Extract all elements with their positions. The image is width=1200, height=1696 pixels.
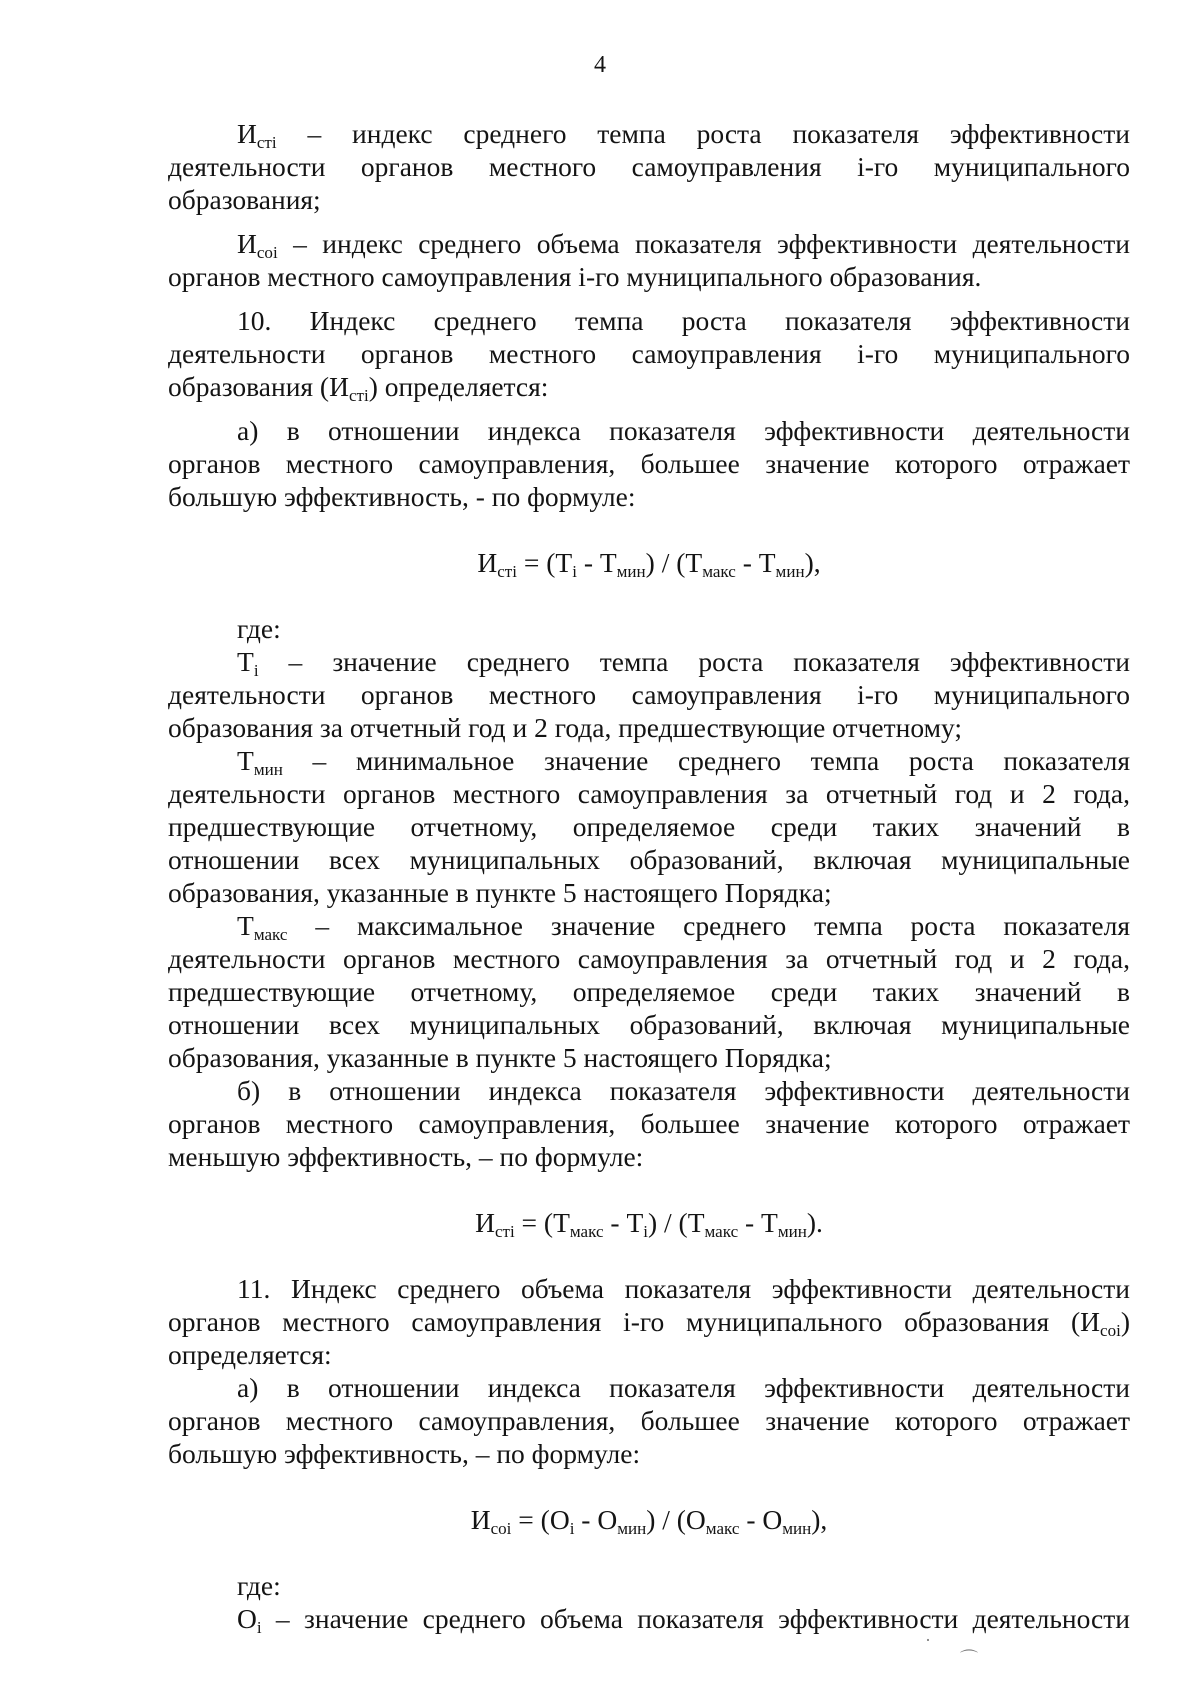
text-line: образования, указанные в пункте 5 настоящего Порядка; bbox=[168, 1042, 832, 1073]
text-line: предшествующие отчетному, определяемое среди таких значений в bbox=[168, 976, 1130, 1007]
document-body bbox=[168, 117, 1130, 1635]
text-line: образования за отчетный год и 2 года, предшествующие отчетному; bbox=[168, 712, 962, 743]
text-line: где: bbox=[237, 1570, 281, 1601]
text-line: б) в отношении индекса показателя эффективности деятельности bbox=[237, 1075, 1130, 1106]
text-line: $И_{сті}$ – индекс среднего темпа роста показателя эффективности bbox=[237, 118, 1130, 152]
text-line: органов местного самоуправления, большее значение которого отражает bbox=[168, 448, 1130, 479]
text-line: определяется: bbox=[168, 1339, 332, 1370]
text-line: отношении всех муниципальных образований, включая муниципальные bbox=[168, 1009, 1130, 1040]
formula-2: $И_{сті} = (Т_{макс} - Т_і) / (Т_{макс} - Т_{мин})$. bbox=[475, 1207, 823, 1241]
text-line: образования $(И_{сті})$ определяется: bbox=[168, 371, 549, 405]
text-line: органов местного самоуправления і-го муниципального образования $(И_{соі})$ bbox=[168, 1306, 1130, 1340]
text-line: а) в отношении индекса показателя эффективности деятельности bbox=[237, 1372, 1130, 1403]
text-line: деятельности органов местного самоуправления і-го муниципального bbox=[168, 679, 1130, 710]
text-line: деятельности органов местного самоуправления і-го муниципального bbox=[168, 338, 1130, 369]
scan-speck: · bbox=[925, 1630, 931, 1650]
text-line: $О_і$ – значение среднего объема показателя эффективности деятельности bbox=[237, 1603, 1130, 1637]
text-line: органов местного самоуправления, большее значение которого отражает bbox=[168, 1405, 1130, 1436]
text-line: а) в отношении индекса показателя эффективности деятельности bbox=[237, 415, 1130, 446]
text-line: $Т_{макс}$ – максимальное значение среднего темпа роста показателя bbox=[237, 910, 1130, 944]
formula-1: $И_{сті} = (Т_і - Т_{мин}) / (Т_{макс} - Т_{мин})$, bbox=[477, 547, 821, 581]
text-line: $И_{соі}$ – индекс среднего объема показателя эффективности деятельности bbox=[237, 228, 1130, 262]
text-line: деятельности органов местного самоуправления і-го муниципального bbox=[168, 151, 1130, 182]
page-number: 4 bbox=[594, 52, 606, 78]
scan-speck: ⌒ bbox=[960, 1649, 978, 1669]
text-line: большую эффективность, – по формуле: bbox=[168, 1438, 641, 1469]
text-line: $Т_{мин}$ – минимальное значение среднего темпа роста показателя bbox=[237, 745, 1130, 779]
text-line: деятельности органов местного самоуправления за отчетный год и 2 года, bbox=[168, 778, 1130, 809]
text-line: $Т_і$ – значение среднего темпа роста показателя эффективности bbox=[237, 646, 1130, 680]
text-line: образования; bbox=[168, 184, 321, 215]
text-line: 11. Индекс среднего объема показателя эффективности деятельности bbox=[237, 1273, 1130, 1304]
text-line: 10. Индекс среднего темпа роста показателя эффективности bbox=[237, 305, 1130, 336]
text-line: органов местного самоуправления, большее значение которого отражает bbox=[168, 1108, 1130, 1139]
text-line: деятельности органов местного самоуправления за отчетный год и 2 года, bbox=[168, 943, 1130, 974]
text-line: большую эффективность, - по формуле: bbox=[168, 481, 636, 512]
text-line: органов местного самоуправления і-го муниципального образования. bbox=[168, 261, 982, 292]
text-line: образования, указанные в пункте 5 настоящего Порядка; bbox=[168, 877, 832, 908]
text-line: предшествующие отчетному, определяемое среди таких значений в bbox=[168, 811, 1130, 842]
text-line: где: bbox=[237, 613, 281, 644]
formula-3: $И_{соі} = (О_і - О_{мин}) / (О_{макс} - О_{мин})$, bbox=[470, 1504, 828, 1538]
text-line: меньшую эффективность, – по формуле: bbox=[168, 1141, 644, 1172]
text-line: отношении всех муниципальных образований, включая муниципальные bbox=[168, 844, 1130, 875]
